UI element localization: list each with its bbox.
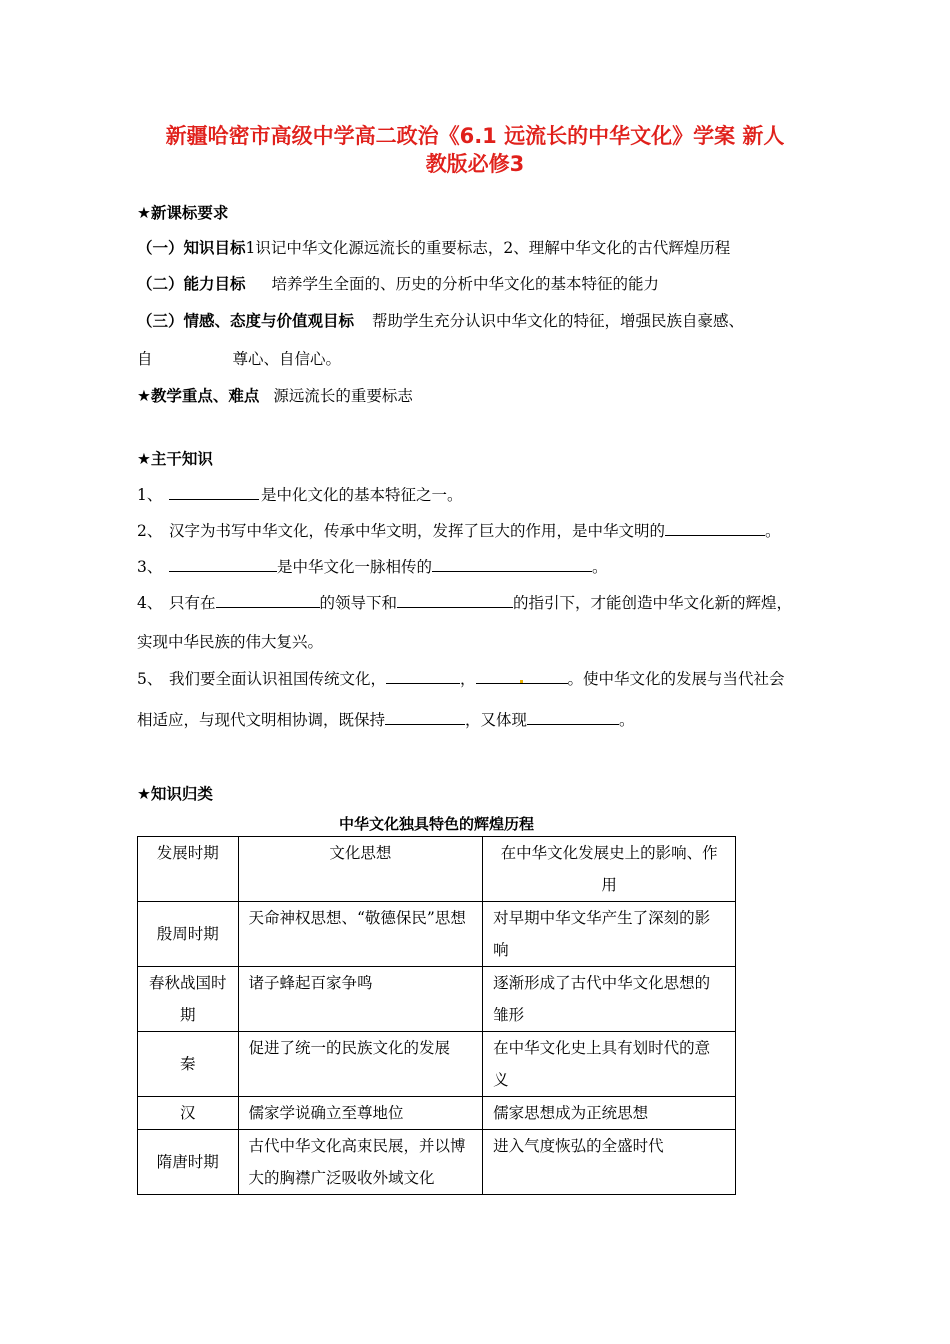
- fill-blank[interactable]: [476, 667, 568, 684]
- main-knowledge-heading: ★主干知识: [137, 450, 213, 468]
- focus-line: [137, 385, 413, 407]
- standards-heading: ★新课标要求: [137, 204, 229, 222]
- knowledge-goal-text: 1识记中华文化源远流长的重要标志，2、理解中华文化的古代辉煌历程: [245, 239, 731, 257]
- thought-cell: 古代中华文化高束民展，并以博大的胸襟广泛吸收外域文化: [238, 1130, 483, 1195]
- period-cell: 殷周时期: [138, 902, 239, 967]
- impact-cell: 逐渐形成了古代中华文化思想的雏形: [483, 967, 736, 1032]
- emotion-goal-label: （三）情感、态度与价值观目标: [137, 312, 355, 330]
- item-text: ，又体现: [465, 711, 528, 729]
- list-item: [137, 483, 463, 506]
- item-text: 相适应，与现代文明相协调，既保持: [137, 711, 386, 729]
- table-header-row: [138, 837, 736, 902]
- item-text: 汉字为书写中华文化，传承中华文明，发挥了巨大的作用，是中华文明的: [169, 522, 666, 540]
- emotion-goal-text: 帮助学生充分认识中华文化的特征，增强民族自豪感、: [372, 312, 745, 330]
- thought-cell: 天命神权思想、“敬德保民”思想: [238, 902, 483, 967]
- table-row: [138, 1130, 736, 1195]
- fill-blank[interactable]: [216, 591, 320, 608]
- emotion-goal-continued: [137, 348, 341, 370]
- item-text: 。: [765, 522, 781, 540]
- item-text: 是中华文化一脉相传的: [277, 558, 433, 576]
- thought-cell: 促进了统一的民族文化的发展: [238, 1032, 483, 1097]
- fill-blank[interactable]: [386, 667, 460, 684]
- fill-blank[interactable]: [527, 708, 619, 725]
- list-item-continued: [137, 708, 635, 731]
- item-text: 是中化文化的基本特征之一。: [261, 486, 463, 504]
- classify-heading: ★知识归类: [137, 785, 213, 803]
- item-text: 只有在: [169, 594, 216, 612]
- impact-cell: 进入气度恢弘的全盛时代: [483, 1130, 736, 1195]
- period-cell: 隋唐时期: [138, 1130, 239, 1195]
- period-cell: 汉: [138, 1097, 239, 1130]
- table-row: [138, 1097, 736, 1130]
- ability-goal: [137, 273, 659, 295]
- emotion-cont-b: 尊心、自信心。: [232, 350, 342, 368]
- list-item: [137, 555, 608, 578]
- item-number: 1、: [137, 486, 163, 504]
- doc-title-line2: 教版必修3: [425, 152, 525, 176]
- table-row: [138, 902, 736, 967]
- table-title: 中华文化独具特色的辉煌历程: [338, 815, 534, 833]
- thought-cell: 儒家学说确立至尊地位: [238, 1097, 483, 1130]
- impact-cell: 儒家思想成为正统思想: [483, 1097, 736, 1130]
- knowledge-goal: [137, 237, 730, 259]
- fill-blank[interactable]: [432, 555, 592, 572]
- fill-blank[interactable]: [385, 708, 465, 725]
- item-number: 2、: [137, 522, 163, 540]
- list-item-continued: 实现中华民族的伟大复兴。: [137, 633, 324, 651]
- item-text: 的领导下和: [319, 594, 398, 612]
- fill-blank[interactable]: [169, 555, 277, 572]
- item-number: 4、: [137, 594, 163, 612]
- header-cell: 文化思想: [238, 837, 483, 902]
- item-text: 的指引下，才能创造中华文化新的辉煌，: [513, 594, 793, 612]
- list-item: [137, 519, 781, 542]
- item-number: 5、: [137, 670, 163, 688]
- table-row: [138, 1032, 736, 1097]
- doc-title-line1: 新疆哈密市高级中学高二政治《6.1 远流长的中华文化》学案 新人: [165, 124, 785, 148]
- impact-cell: 在中华文化史上具有划时代的意义: [483, 1032, 736, 1097]
- item-number: 3、: [137, 558, 163, 576]
- focus-label: ★教学重点、难点: [137, 387, 260, 405]
- period-cell: 秦: [138, 1032, 239, 1097]
- thought-cell: 诸子蜂起百家争鸣: [238, 967, 483, 1032]
- decorative-mark: [520, 680, 523, 683]
- fill-blank[interactable]: [397, 591, 513, 608]
- ability-goal-label: （二）能力目标: [137, 275, 246, 293]
- focus-text: 源远流长的重要标志: [273, 387, 413, 405]
- item-text: ，: [460, 670, 476, 688]
- list-item: [137, 667, 785, 690]
- emotion-cont-a: 自: [137, 350, 153, 368]
- list-item: [137, 591, 792, 614]
- header-cell: 在中华文化发展史上的影响、作用: [483, 837, 736, 902]
- item-text: 。: [592, 558, 608, 576]
- period-cell: 春秋战国时期: [138, 967, 239, 1032]
- knowledge-goal-label: （一）知识目标: [137, 239, 246, 257]
- item-text: 我们要全面认识祖国传统文化，: [169, 670, 387, 688]
- emotion-goal: [137, 310, 744, 332]
- table-row: [138, 967, 736, 1032]
- history-table: [137, 836, 736, 1195]
- item-text: 。使中华文化的发展与当代社会: [567, 670, 785, 688]
- fill-blank[interactable]: [665, 519, 765, 536]
- item-text: 。: [619, 711, 635, 729]
- impact-cell: 对早期中华文华产生了深刻的影响: [483, 902, 736, 967]
- ability-goal-text: 培养学生全面的、历史的分析中华文化的基本特征的能力: [271, 275, 660, 293]
- header-cell: 发展时期: [138, 837, 239, 902]
- fill-blank[interactable]: [169, 483, 259, 500]
